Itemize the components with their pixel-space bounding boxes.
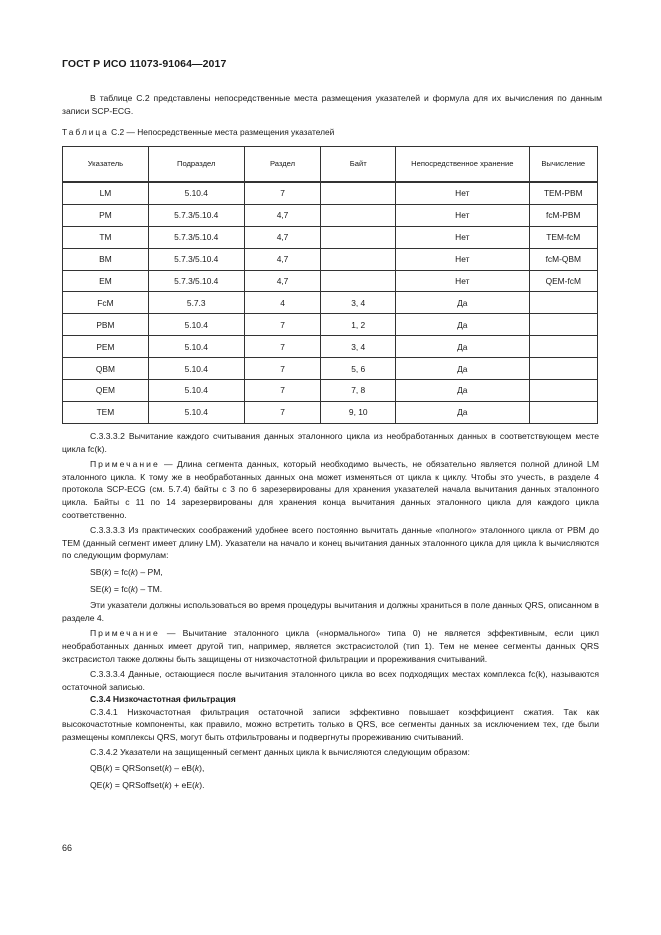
col-header: Указатель — [63, 147, 149, 183]
table-caption-label: Таблица — [62, 127, 109, 137]
table-cell: Да — [396, 380, 529, 402]
col-header: Байт — [321, 147, 396, 183]
table-cell: TEM-PBM — [529, 182, 597, 204]
table-cell: 3, 4 — [321, 292, 396, 314]
formula-se: SE(k) = fc(k) – TM. — [90, 583, 163, 594]
table-cell: 1, 2 — [321, 314, 396, 336]
table-cell: QEM-fcM — [529, 270, 597, 292]
table-cell: 5.10.4 — [148, 336, 244, 358]
formula-sb: SB(k) = fc(k) – PM, — [90, 566, 163, 577]
table-cell: Нет — [396, 248, 529, 270]
table-cell: 5.7.3 — [148, 292, 244, 314]
table-cell: 5.7.3/5.10.4 — [148, 204, 244, 226]
table-cell: 5.10.4 — [148, 182, 244, 204]
table-row — [63, 204, 598, 226]
table-cell: QEM — [63, 380, 149, 402]
table-cell: QBM — [63, 358, 149, 380]
note-text: — Длина сегмента данных, который необходимо вычесть, не обязательно является полной длиной LM эталонного цикла. К тому же в необработанных данных она может изменяться от цикла к циклу. Чтобы это учесть, в разделе 4 протокола SCP-ECG (см. 5.7.4) байты с 3 по 6 зарезервированы для хранения указателей начала вычитания данных эталонного цикла. Байты с 11 по 14 зарезервированы для хранения конца вычитания данных эталонного цикла для каждого цикла соответственно. — [62, 459, 599, 520]
table-cell: 4,7 — [244, 204, 321, 226]
table-cell: Да — [396, 314, 529, 336]
col-header: Раздел — [244, 147, 321, 183]
paragraph-text: С.3.3.3.3 Из практических соображений удобнее всего постоянно вычитать данные «полного» эталонного цикла от PBM до TEM (данный сегмент имеет длину LM). Указатели на начало и конец вычитания данных эталонного цикла для цикла k вычисляются по следующим формулам: — [62, 525, 599, 561]
section-title: С.3.4 Низкочастотная фильтрация — [90, 694, 236, 705]
table-cell: 5.7.3/5.10.4 — [148, 270, 244, 292]
table-cell: Да — [396, 292, 529, 314]
formula-qe: QE(k) = QRSoffset(k) + eE(k). — [90, 779, 205, 790]
table-cell: 4,7 — [244, 248, 321, 270]
table-row — [63, 226, 598, 248]
table-cell — [321, 226, 396, 248]
table-cell: 4,7 — [244, 226, 321, 248]
col-header: Вычисление — [529, 147, 597, 183]
note-1 — [62, 458, 599, 521]
table-cell: 5, 6 — [321, 358, 396, 380]
table-cell: 7 — [244, 380, 321, 402]
table-cell — [529, 358, 597, 380]
table-cell: PEM — [63, 336, 149, 358]
table-cell — [529, 401, 597, 423]
table-cell: 5.10.4 — [148, 314, 244, 336]
table-row — [63, 336, 598, 358]
table-caption — [62, 127, 334, 137]
table-cell: LM — [63, 182, 149, 204]
intro-paragraph: В таблице С.2 представлены непосредственные места размещения указателей и формула для их вычисления по данным записи SCP-ECG. — [62, 93, 602, 116]
pointers-table — [62, 146, 598, 424]
table-cell — [529, 292, 597, 314]
table-cell: Да — [396, 358, 529, 380]
table-cell: 5.7.3/5.10.4 — [148, 248, 244, 270]
table-cell: 4,7 — [244, 270, 321, 292]
table-caption-text: С.2 — Непосредственные места размещения указателей — [111, 127, 335, 137]
table-row — [63, 270, 598, 292]
table-cell: 7 — [244, 401, 321, 423]
paragraph-c3332 — [62, 430, 599, 455]
table-row — [63, 292, 598, 314]
paragraph-c3333 — [62, 524, 599, 562]
formula-qb: QB(k) = QRSonset(k) – eB(k), — [90, 763, 205, 774]
table-cell: fcM-QBM — [529, 248, 597, 270]
table-cell: TEM-fcM — [529, 226, 597, 248]
table-cell — [321, 204, 396, 226]
table-cell: EM — [63, 270, 149, 292]
table-cell: 5.10.4 — [148, 380, 244, 402]
table-cell — [321, 270, 396, 292]
note-label: Примечание — [90, 628, 160, 639]
table-cell: 7 — [244, 336, 321, 358]
table-cell — [529, 314, 597, 336]
table-row — [63, 248, 598, 270]
table-cell — [529, 336, 597, 358]
table-cell: Нет — [396, 226, 529, 248]
table-cell: 7 — [244, 182, 321, 204]
paragraph-c341: С.3.4.1 Низкочастотная фильтрация остаточной записи эффективно повышает коэффициент сжатия. Так как высокочастотные компоненты, как правило, можно встретить только в QRS, все сегменты данных за исключением тех, где были размещены комплексы QRS, могут быть отфильтрованы и подвергнуты прореживанию считываний. — [62, 706, 599, 743]
table-cell: TM — [63, 226, 149, 248]
table-cell: 9, 10 — [321, 401, 396, 423]
table-cell: 4 — [244, 292, 321, 314]
table-row — [63, 380, 598, 402]
table-cell: 3, 4 — [321, 336, 396, 358]
table-cell: Да — [396, 401, 529, 423]
paragraph-c3334: С.3.3.3.4 Данные, остающиеся после вычитания эталонного цикла во всех подходящих местах комплекса fc(k), называются остаточной записью. — [62, 669, 599, 692]
document-header: ГОСТ Р ИСО 11073-91064—2017 — [62, 58, 227, 70]
table-header-row — [63, 147, 598, 183]
paragraph-pointers: Эти указатели должны использоваться во время процедуры вычитания и должны храниться в поле данных QRS, описанном в разделе 4. — [62, 600, 599, 623]
table-cell: 5.10.4 — [148, 358, 244, 380]
note-label: Примечание — [90, 459, 160, 470]
table-cell: fcM-PBM — [529, 204, 597, 226]
table-cell: Нет — [396, 182, 529, 204]
table-cell: FcM — [63, 292, 149, 314]
table-cell: BM — [63, 248, 149, 270]
table-cell: 7 — [244, 358, 321, 380]
body-text — [62, 430, 599, 791]
table-cell: 7 — [244, 314, 321, 336]
table-cell — [529, 380, 597, 402]
note-2 — [62, 627, 599, 665]
intro-block — [62, 92, 602, 117]
table-row — [63, 358, 598, 380]
table-cell: Нет — [396, 270, 529, 292]
table-cell: Да — [396, 336, 529, 358]
table-cell: 5.10.4 — [148, 401, 244, 423]
table-cell: Нет — [396, 204, 529, 226]
table-row — [63, 314, 598, 336]
paragraph-c342: С.3.4.2 Указатели на защищенный сегмент данных цикла k вычисляются следующим образом: — [90, 746, 470, 757]
table-cell — [321, 248, 396, 270]
paragraph-text: С.3.3.3.2 Вычитание каждого считывания данных эталонного цикла из необработанных данных в соответствующем месте цикла fc(k). — [62, 431, 599, 454]
note-text: — Вычитание эталонного цикла («нормального» типа 0) не является эффективным, если цикл необработанных данных имеет другой тип, например, является экстрасистолой (тип 1). Тем не менее сегменты данных QRS экстрасистол также должны быть защищены от низкочастотной фильтрации и прореживания считываний. — [62, 628, 599, 664]
col-header: Подраздел — [148, 147, 244, 183]
table-cell: PBM — [63, 314, 149, 336]
col-header: Непосредственное хранение — [396, 147, 529, 183]
table-cell: 7, 8 — [321, 380, 396, 402]
table-cell: PM — [63, 204, 149, 226]
table-cell — [321, 182, 396, 204]
table-cell: 5.7.3/5.10.4 — [148, 226, 244, 248]
table-row — [63, 182, 598, 204]
table-cell: TEM — [63, 401, 149, 423]
table-row — [63, 401, 598, 423]
page-number: 66 — [62, 843, 73, 853]
